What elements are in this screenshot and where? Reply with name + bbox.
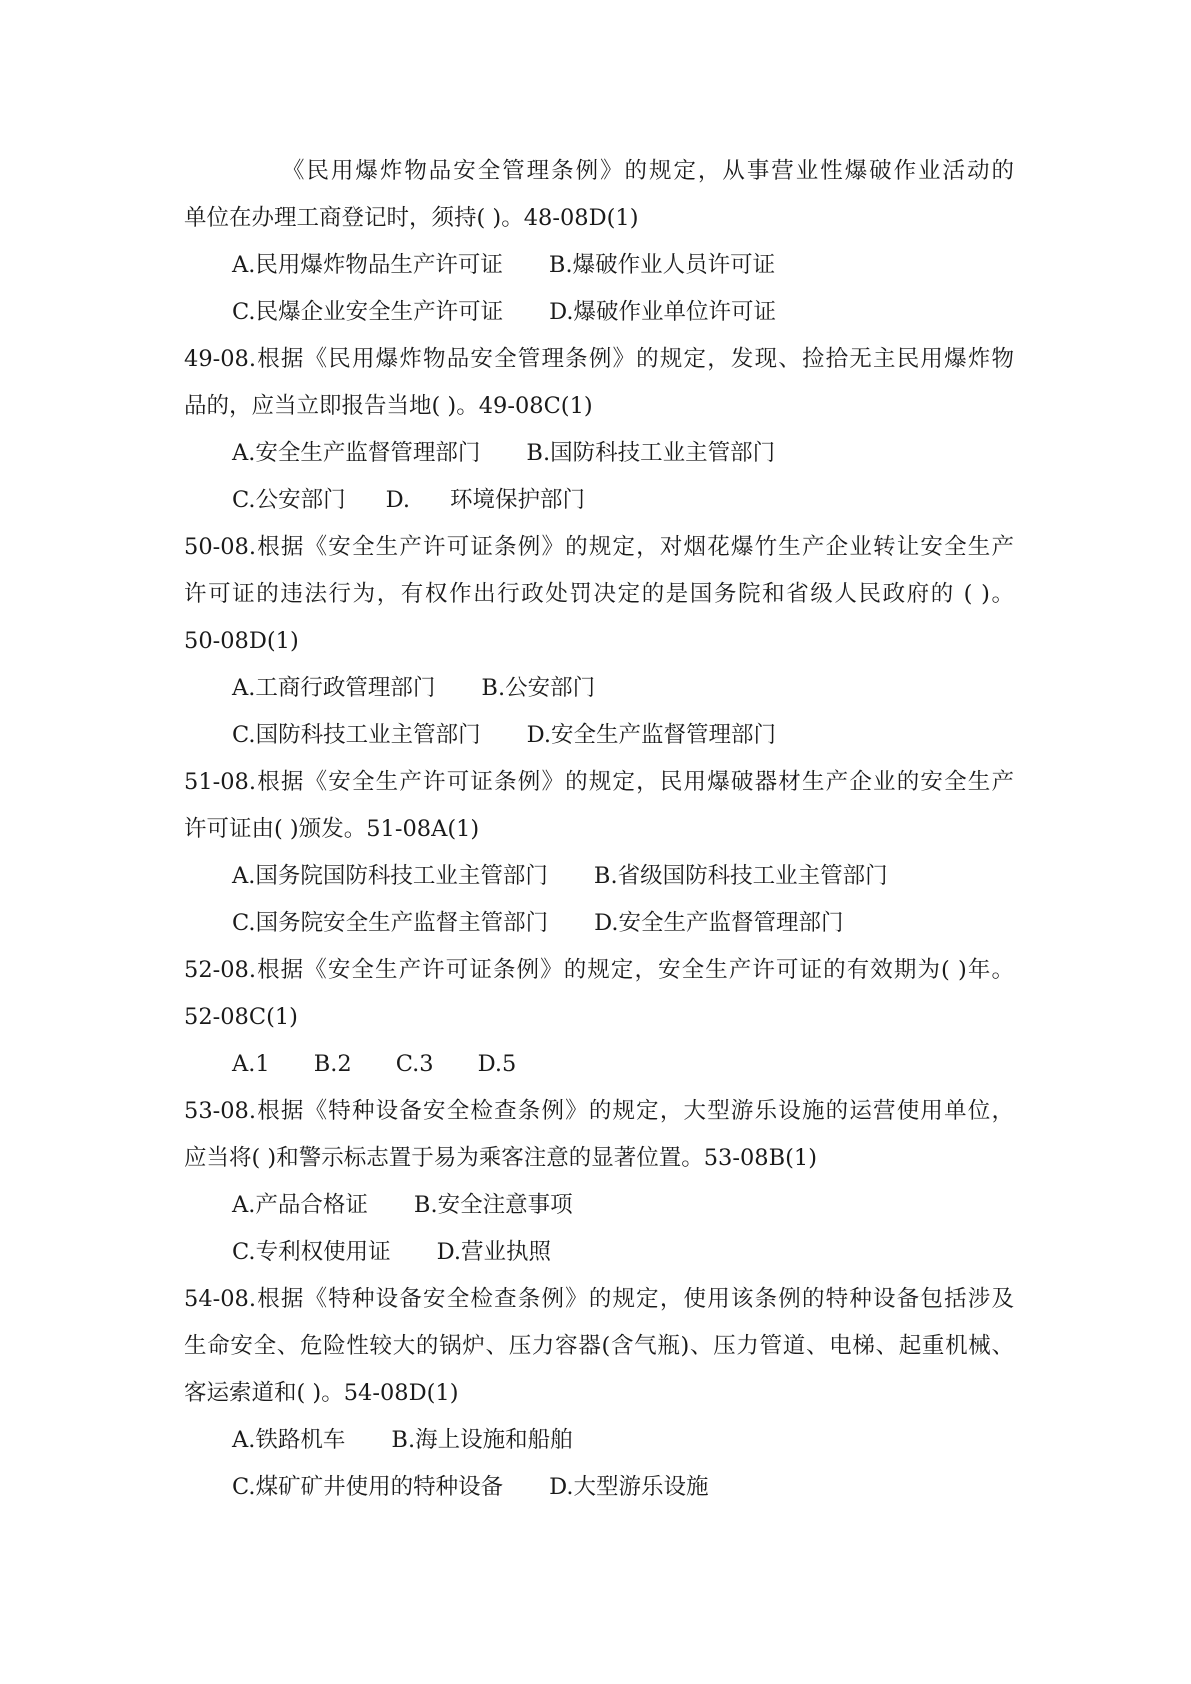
option-row <box>184 900 1014 947</box>
option-row <box>184 477 1014 524</box>
option-b: B.爆破作业人员许可证 <box>548 252 776 278</box>
question-text-line: 应当将( )和警示标志置于易为乘客注意的显著位置。53-08B(1) <box>184 1145 817 1171</box>
option-row <box>184 853 1014 900</box>
option-c: C.民爆企业安全生产许可证 <box>232 299 504 325</box>
option-a: A.铁路机车 <box>232 1427 346 1453</box>
option-d: D.安全生产监督管理部门 <box>526 722 776 748</box>
option-row <box>184 665 1014 712</box>
option-a: A.工商行政管理部门 <box>232 675 436 701</box>
question-list <box>184 148 1014 1511</box>
option-c: C.国务院安全生产监督主管部门 <box>232 910 549 936</box>
question-text-line: 客运索道和( )。54-08D(1) <box>184 1380 459 1406</box>
question-text-line: 许可证的违法行为，有权作出行政处罚决定的是国务院和省级人民政府的 ( )。 <box>184 581 1014 607</box>
question-50 <box>184 524 1014 759</box>
option-b: B.安全注意事项 <box>413 1192 573 1218</box>
question-text-line: 50-08D(1) <box>184 628 299 654</box>
option-d: D. <box>385 487 410 513</box>
option-a: A.产品合格证 <box>232 1192 368 1218</box>
option-row <box>184 1464 1014 1511</box>
question-text-line: 52-08.根据《安全生产许可证条例》的规定，安全生产许可证的有效期为( )年。 <box>184 957 1014 983</box>
option-row <box>184 1182 1014 1229</box>
question-text-line: 50-08.根据《安全生产许可证条例》的规定，对烟花爆竹生产企业转让安全生产 <box>184 534 1014 560</box>
option-c: C.煤矿矿井使用的特种设备 <box>232 1474 504 1500</box>
option-d: D.安全生产监督管理部门 <box>594 910 844 936</box>
question-text-line: 生命安全、危险性较大的锅炉、压力容器(含气瓶)、压力管道、电梯、起重机械、 <box>184 1333 1014 1359</box>
option-a: A.国务院国防科技工业主管部门 <box>232 863 548 889</box>
option-a: A.1 <box>232 1051 270 1077</box>
question-text-line: 品的，应当立即报告当地( )。49-08C(1) <box>184 393 593 419</box>
option-c: C.国防科技工业主管部门 <box>232 722 481 748</box>
question-text-line: 49-08.根据《民用爆炸物品安全管理条例》的规定，发现、捡拾无主民用爆炸物 <box>184 346 1014 372</box>
option-c: C.专利权使用证 <box>232 1239 391 1265</box>
question-53 <box>184 1088 1014 1276</box>
option-row <box>184 289 1014 336</box>
option-b: B.省级国防科技工业主管部门 <box>593 863 888 889</box>
option-d: D.5 <box>477 1051 517 1077</box>
question-text-line: 51-08.根据《安全生产许可证条例》的规定，民用爆破器材生产企业的安全生产 <box>184 769 1014 795</box>
question-52 <box>184 947 1014 1088</box>
option-a: A.安全生产监督管理部门 <box>232 440 481 466</box>
question-48 <box>184 148 1014 336</box>
option-d: D.营业执照 <box>436 1239 551 1265</box>
option-b: B.公安部门 <box>481 675 596 701</box>
option-row <box>184 712 1014 759</box>
option-b: B.海上设施和船舶 <box>391 1427 573 1453</box>
question-text-line: 单位在办理工商登记时，须持( )。48-08D(1) <box>184 205 639 231</box>
question-text-line: 许可证由( )颁发。51-08A(1) <box>184 816 480 842</box>
question-51 <box>184 759 1014 947</box>
question-text-line: 《民用爆炸物品安全管理条例》的规定，从事营业性爆破作业活动的 <box>282 158 1014 184</box>
option-c: C.3 <box>395 1051 434 1077</box>
option-row <box>184 242 1014 289</box>
option-row <box>184 1229 1014 1276</box>
question-49 <box>184 336 1014 524</box>
question-54 <box>184 1276 1014 1511</box>
option-c: C.公安部门 <box>232 487 346 513</box>
option-b: B.2 <box>313 1051 352 1077</box>
option-row <box>184 430 1014 477</box>
option-a: A.民用爆炸物品生产许可证 <box>232 252 503 278</box>
option-d: D.大型游乐设施 <box>549 1474 709 1500</box>
option-b: B.国防科技工业主管部门 <box>526 440 776 466</box>
question-text-line: 53-08.根据《特种设备安全检查条例》的规定，大型游乐设施的运营使用单位， <box>184 1098 1014 1124</box>
option-row <box>184 1041 1014 1088</box>
question-text-line: 54-08.根据《特种设备安全检查条例》的规定，使用该条例的特种设备包括涉及 <box>184 1286 1014 1312</box>
option-d: D.爆破作业单位许可证 <box>549 299 776 325</box>
option-d-text: 环境保护部门 <box>449 487 585 513</box>
option-row <box>184 1417 1014 1464</box>
question-text-line: 52-08C(1) <box>184 1004 298 1030</box>
